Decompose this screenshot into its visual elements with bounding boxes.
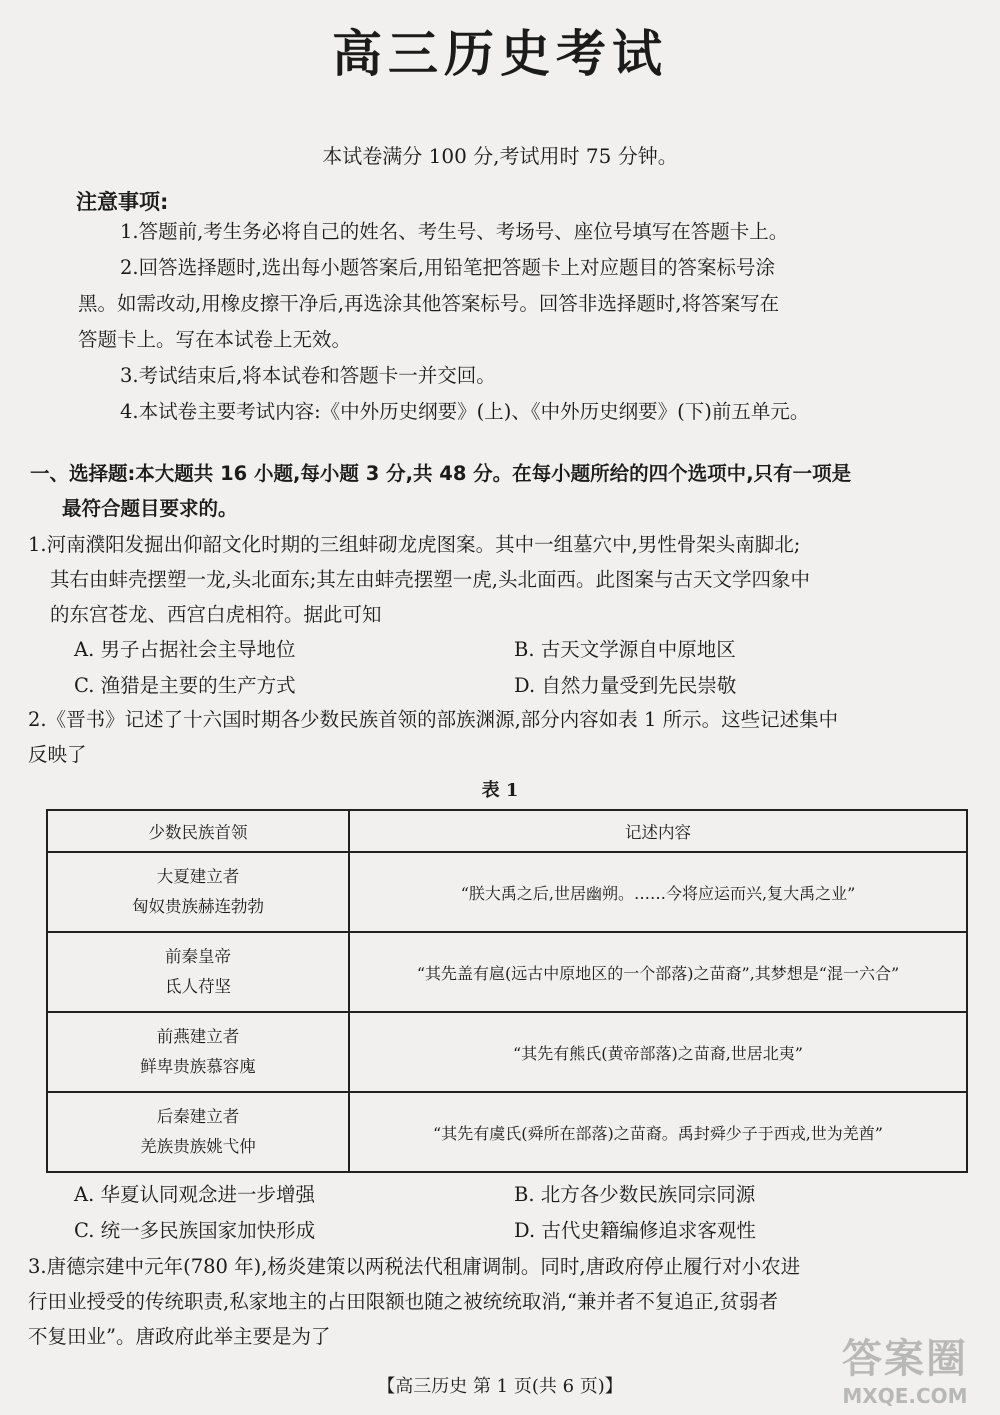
question-3-line: 不复田业”。唐政府此举主要是为了 bbox=[28, 1325, 331, 1348]
question-1-line: 的东宫苍龙、西宫白虎相符。据此可知 bbox=[50, 603, 382, 626]
option-c: C. 渔猎是主要的生产方式 bbox=[74, 674, 296, 697]
option-c: C. 统一多民族国家加快形成 bbox=[74, 1219, 316, 1242]
option-d: D. 自然力量受到先民崇敬 bbox=[514, 674, 737, 697]
leader-title: 前燕建立者 bbox=[156, 1027, 240, 1046]
table-cell-leader bbox=[47, 932, 349, 1012]
table-cell-content: “朕大禹之后,世居幽朔。……今将应运而兴,复大禹之业” bbox=[349, 852, 967, 932]
leader-title: 前秦皇帝 bbox=[165, 947, 231, 966]
leader-title: 大夏建立者 bbox=[156, 867, 240, 886]
leader-name: 氐人苻坚 bbox=[165, 977, 231, 996]
option-d: D. 古代史籍编修追求客观性 bbox=[514, 1219, 756, 1242]
table-header: 少数民族首领 bbox=[47, 810, 349, 852]
section-heading bbox=[30, 456, 975, 526]
table-row bbox=[47, 932, 967, 1012]
leader-name: 羌族贵族姚弋仲 bbox=[140, 1137, 256, 1156]
option-b: B. 北方各少数民族同宗同源 bbox=[514, 1183, 756, 1206]
exam-title: 高三历史考试 bbox=[332, 25, 668, 83]
table-row bbox=[47, 1092, 967, 1172]
question-2-options bbox=[74, 1177, 954, 1249]
table-cell-leader bbox=[47, 1092, 349, 1172]
exam-subtitle: 本试卷满分 100 分,考试用时 75 分钟。 bbox=[322, 144, 678, 168]
table-cell-content: “其先有熊氏(黄帝部落)之苗裔,世居北夷” bbox=[349, 1012, 967, 1092]
watermark-text: 答案圈 bbox=[842, 1336, 968, 1382]
option-a: A. 男子占据社会主导地位 bbox=[74, 638, 296, 661]
question-1-options bbox=[74, 632, 954, 704]
option-b: B. 古天文学源自中原地区 bbox=[514, 638, 736, 661]
question-3-line: 行田业授受的传统职责,私家地主的占田限额也随之被统统取消,“兼并者不复追正,贫弱者 bbox=[28, 1290, 779, 1313]
page-footer: 【高三历史 第 1 页(共 6 页)】 bbox=[377, 1376, 623, 1397]
question-2-line: 2.《晋书》记述了十六国时期各少数民族首领的部族渊源,部分内容如表 1 所示。这些记述集中 bbox=[28, 708, 839, 731]
table-header: 记述内容 bbox=[349, 810, 967, 852]
question-2-line: 反映了 bbox=[28, 743, 87, 766]
table-cell-leader bbox=[47, 1012, 349, 1092]
table-row bbox=[47, 852, 967, 932]
leader-name: 鲜卑贵族慕容廆 bbox=[140, 1057, 256, 1076]
question-1-line: 其右由蚌壳摆塑一龙,头北面东;其左由蚌壳摆塑一虎,头北面西。此图案与古天文学四象中 bbox=[50, 568, 810, 591]
table-cell-leader bbox=[47, 852, 349, 932]
note-item: 答题卡上。写在本试卷上无效。 bbox=[78, 328, 352, 351]
question-2 bbox=[28, 702, 973, 772]
note-item: 4.本试卷主要考试内容:《中外历史纲要》(上)、《中外历史纲要》(下)前五单元。 bbox=[120, 400, 810, 423]
question-1 bbox=[28, 527, 973, 632]
leader-name: 匈奴贵族赫连勃勃 bbox=[132, 897, 264, 916]
table-caption: 表 1 bbox=[481, 780, 519, 801]
watermark-logo bbox=[820, 1327, 990, 1407]
table-cell-content: “其先有虞氏(舜所在部落)之苗裔。禹封舜少子于西戎,世为羌酋” bbox=[349, 1092, 967, 1172]
note-item: 黑。如需改动,用橡皮擦干净后,再选涂其他答案标号。回答非选择题时,将答案写在 bbox=[78, 292, 780, 315]
notes-heading: 注意事项: bbox=[76, 190, 169, 214]
question-3-line: 3.唐德宗建中元年(780 年),杨炎建策以两税法代租庸调制。同时,唐政府停止履行对小农进 bbox=[28, 1255, 801, 1278]
section-heading-line: 一、选择题:本大题共 16 小题,每小题 3 分,共 48 分。在每小题所给的四个选项中,只有一项是 bbox=[30, 462, 852, 485]
note-item: 3.考试结束后,将本试卷和答题卡一并交回。 bbox=[120, 364, 496, 387]
note-item: 2.回答选择题时,选出每小题答案后,用铅笔把答题卡上对应题目的答案标号涂 bbox=[120, 256, 776, 279]
table-cell-content: “其先盖有扈(远古中原地区的一个部落)之苗裔”,其梦想是“混一六合” bbox=[349, 932, 967, 1012]
table-1 bbox=[46, 809, 968, 1173]
option-a: A. 华夏认同观念进一步增强 bbox=[74, 1183, 315, 1206]
question-1-line: 1.河南濮阳发掘出仰韶文化时期的三组蚌砌龙虎图案。其中一组墓穴中,男性骨架头南脚北; bbox=[28, 533, 801, 556]
leader-title: 后秦建立者 bbox=[156, 1107, 240, 1126]
table-header-row bbox=[47, 810, 967, 852]
notes-list bbox=[78, 214, 928, 430]
note-item: 1.答题前,考生务必将自己的姓名、考生号、考场号、座位号填写在答题卡上。 bbox=[120, 220, 789, 243]
section-heading-line: 最符合题目要求的。 bbox=[62, 497, 238, 520]
watermark-url: MXQE.COM bbox=[842, 1384, 968, 1408]
table-row bbox=[47, 1012, 967, 1092]
